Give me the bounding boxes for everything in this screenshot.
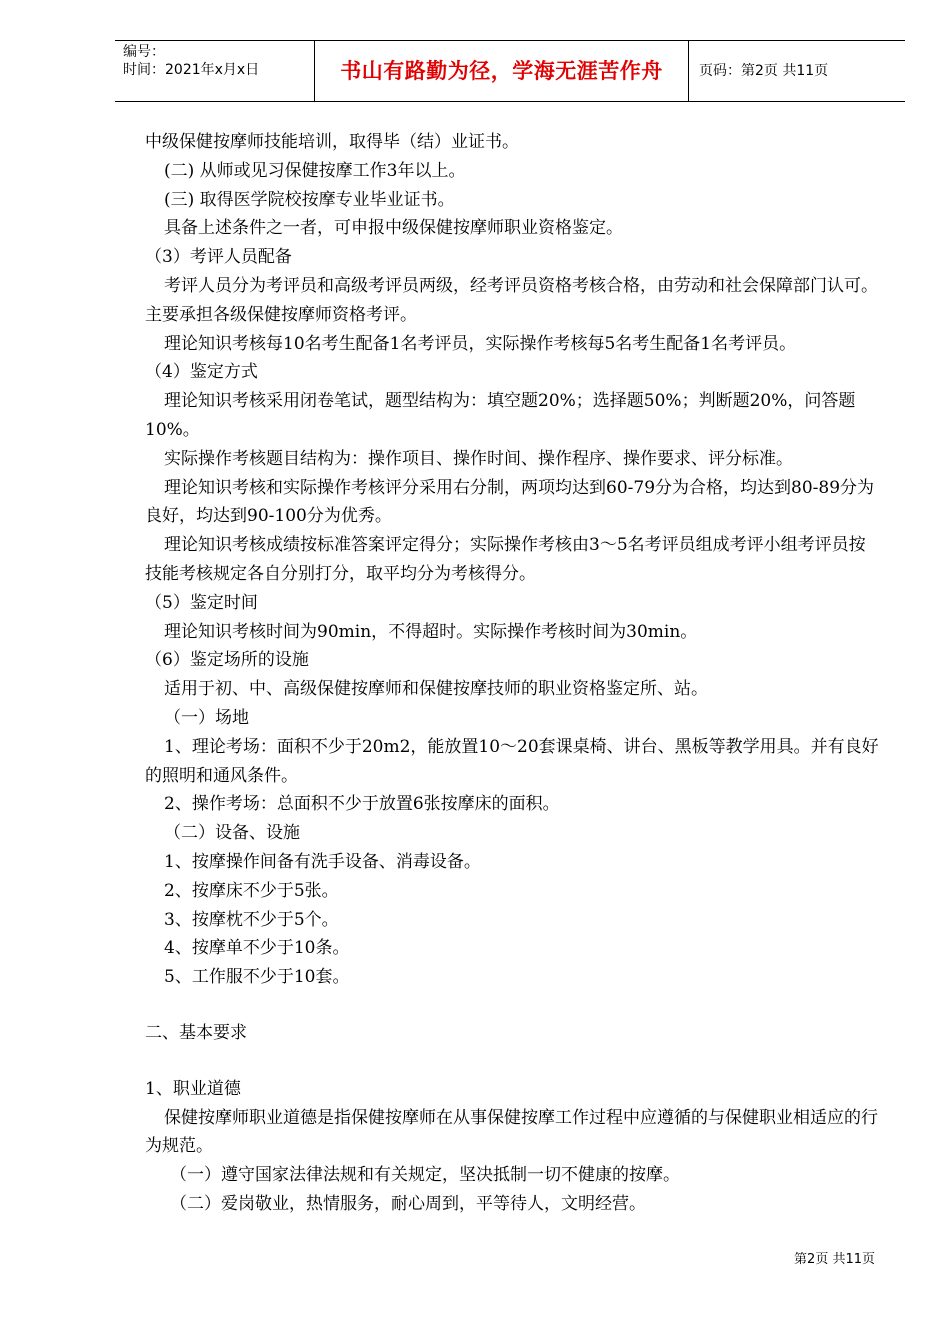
header-motto-cell	[315, 41, 689, 101]
sub-heading: （二）设备、设施	[164, 823, 300, 844]
paragraph: 1、理论考场：面积不少于20m2，能放置10～20套课桌椅、讲台、黑板等教学用具。并有良好的照明和通风条件。	[145, 736, 879, 786]
paragraph: (二) 从师或见习保健按摩工作3年以上。	[164, 160, 466, 181]
paragraph: 考评人员分为考评员和高级考评员两级，经考评员资格考核合格，由劳动和社会保障部门认可。主要承担各级保健按摩师资格考评。	[145, 275, 878, 325]
section-heading: （6）鉴定场所的设施	[145, 650, 309, 671]
document-body	[145, 128, 880, 1219]
paragraph: 适用于初、中、高级保健按摩师和保健按摩技师的职业资格鉴定所、站。	[164, 679, 708, 700]
paragraph: 具备上述条件之一者，可申报中级保健按摩师职业资格鉴定。	[164, 218, 623, 239]
section-heading: （3）考评人员配备	[145, 247, 292, 268]
paragraph: 理论知识考核采用闭卷笔试，题型结构为：填空题20%；选择题50%；判断题20%，问答题10%。	[145, 391, 856, 440]
serial-label: 编号：	[123, 44, 165, 60]
paragraph: 理论知识考核每10名考生配备1名考评员，实际操作考核每5名考生配备1名考评员。	[164, 333, 797, 354]
list-item: 4、按摩单不少于10条。	[164, 938, 350, 959]
paragraph: 实际操作考核题目结构为：操作项目、操作时间、操作程序、操作要求、评分标准。	[164, 448, 793, 469]
sub-heading: （一）场地	[164, 707, 249, 728]
spacer	[145, 992, 880, 1019]
paragraph: （一）遵守国家法律法规和有关规定，坚决抵制一切不健康的按摩。	[170, 1165, 680, 1186]
list-item: 3、按摩枕不少于5个。	[164, 909, 339, 930]
list-item: 5、工作服不少于10套。	[164, 967, 350, 988]
list-item: 2、按摩床不少于5张。	[164, 880, 339, 901]
paragraph: （二）爱岗敬业，热情服务，耐心周到，平等待人，文明经营。	[170, 1193, 646, 1214]
paragraph: (三) 取得医学院校按摩专业毕业证书。	[164, 189, 455, 210]
page-footer: 第2页 共11页	[794, 1252, 875, 1267]
paragraph: 保健按摩师职业道德是指保健按摩师在从事保健按摩工作过程中应遵循的与保健职业相适应的行为规范。	[145, 1107, 878, 1157]
paragraph: 理论知识考核和实际操作考核评分采用右分制，两项均达到60-79分为合格，均达到80-89分为良好，均达到90-100分为优秀。	[145, 477, 875, 527]
header-page-info: 页码：第2页 共11页	[699, 63, 829, 79]
paragraph: 理论知识考核成绩按标准答案评定得分；实际操作考核由3～5名考评员组成考评小组考评员按技能考核规定各自分别打分，取平均分为考核得分。	[145, 535, 866, 584]
paragraph: 2、操作考场：总面积不少于放置6张按摩床的面积。	[164, 794, 560, 815]
header-meta-cell	[115, 41, 315, 101]
page-header	[115, 40, 905, 102]
section-heading: 1、职业道德	[145, 1078, 241, 1099]
section-heading: （5）鉴定时间	[145, 592, 258, 613]
section-heading: （4）鉴定方式	[145, 362, 258, 383]
list-item: 1、按摩操作间备有洗手设备、消毒设备。	[164, 851, 481, 872]
spacer	[145, 1048, 880, 1075]
time-label: 时间：2021年x月x日	[123, 62, 260, 78]
motto: 书山有路勤为径，学海无涯苦作舟	[340, 58, 663, 83]
header-page-cell	[689, 41, 905, 101]
paragraph: 理论知识考核时间为90min，不得超时。实际操作考核时间为30min。	[164, 621, 698, 642]
paragraph: 中级保健按摩师技能培训，取得毕（结）业证书。	[145, 132, 519, 152]
chapter-heading: 二、基本要求	[145, 1022, 247, 1043]
